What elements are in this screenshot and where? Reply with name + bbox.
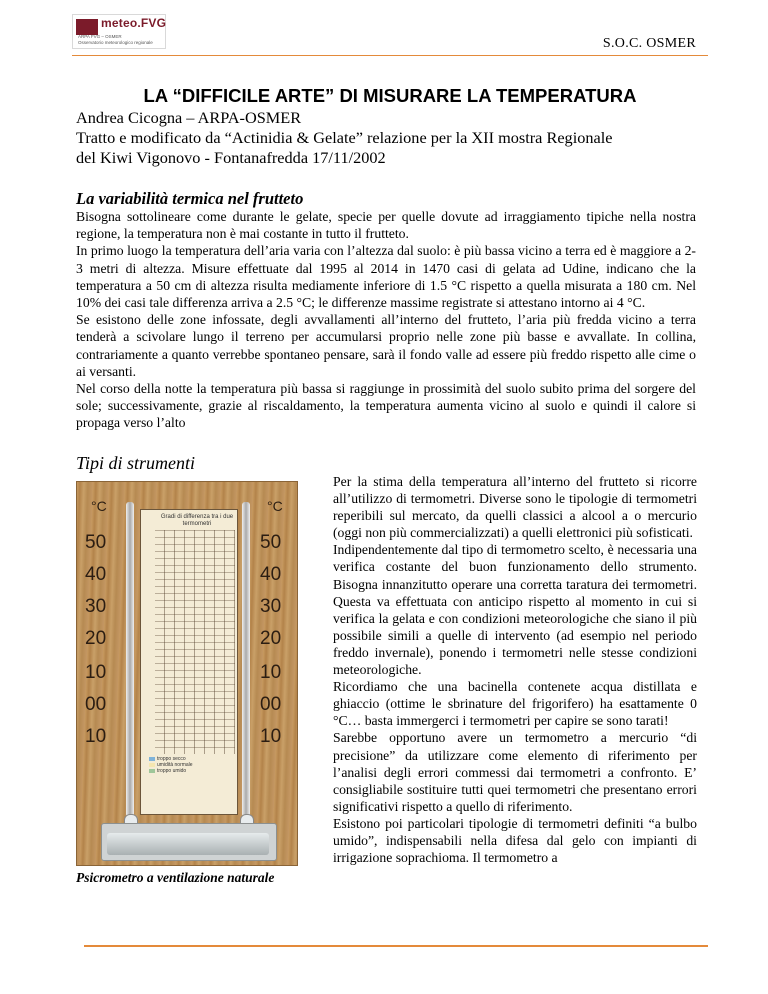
paragraph: Ricordiamo che una bacinella contenete acqua distillata e ghiaccio (ottime le sbrinature del frigorifero) ha esattamente 0 °C… basta immergerci i termometri per capire se sono tarati!: [333, 679, 697, 729]
scale-right-50: 50: [260, 532, 282, 553]
scale-left-40: 40: [85, 564, 107, 585]
humidity-table-legend: [149, 756, 233, 806]
header-divider: [72, 55, 708, 56]
paragraph: Bisogna sottolineare come durante le gelate, specie per quelle dovute ad irraggiamento tipiche nella nostra regione, la temperatura non è mai costante in tutto il frutteto.: [76, 209, 696, 242]
paragraph: Per la stima della temperatura all’interno del frutteto si ricorre all’utilizzo di termometri. Diverse sono le tipologie di termometri reperibili sul mercato, da quelli classici a alcool a o mercurio (oggi non più commercializzati) a quelli elettronici più sofisticati.: [333, 474, 697, 541]
photo-caption: Psicrometro a ventilazione naturale: [76, 870, 275, 885]
author-line: Andrea Cicogna – ARPA-OSMER: [76, 108, 302, 127]
dry-thermometer-tube: [126, 502, 134, 817]
header-org: S.O.C. OSMER: [602, 36, 696, 51]
scale-right-10: 10: [260, 662, 282, 683]
legend-item: [149, 768, 233, 774]
humidity-table: [140, 509, 238, 815]
page-title: LA “DIFFICILE ARTE” DI MISURARE LA TEMPERATURA: [143, 85, 637, 106]
legend-label: troppo secco: [157, 756, 186, 762]
paragraph: Esistono poi particolari tipologie di termometri definiti “a bulbo umido”, indispensabili nella difesa dal gelo con impianti di irrigazione soprachioma. Il termometro a: [333, 815, 697, 866]
section-body-variabilita: [76, 208, 696, 432]
scale-right-minus10: 10: [260, 726, 282, 747]
water-tray-glass: [107, 833, 269, 855]
source-line-2: del Kiwi Vigonovo - Fontanafredda 17/11/2002: [76, 148, 386, 167]
footer-divider: [84, 945, 708, 947]
scale-right-40: 40: [260, 564, 282, 585]
paragraph: In primo luogo la temperatura dell’aria varia con l’altezza dal suolo: è più bassa vicino a terra ed è maggiore a 2-3 metri di altezza. Misure effettuate dal 1995 al 2014 in 1470 casi di gelata ad Udine, indicano che la temperatura a 50 cm di altezza risulta mediamente inferiore di 1.5 °C rispetto a quella misurata a 180 cm. Nel 10% dei casi tale differenza arriva a 2.5 °C; le differenze massime registrate si attestano intorno ai 4 °C.: [76, 243, 696, 311]
logo-brand: meteo.FVG: [101, 16, 167, 30]
legend-swatch: [149, 757, 155, 761]
scale-left-10: 10: [85, 662, 107, 683]
legend-label: troppo umido: [157, 768, 187, 774]
wet-thermometer-tube: [242, 502, 250, 817]
unit-label-left: °C: [91, 498, 107, 514]
humidity-table-grid: [155, 530, 235, 754]
logo-subtitle-1: ARPA FVG – OSMER: [78, 34, 122, 39]
paragraph: Se esistono delle zone infossate, degli avvallamenti all’interno del frutteto, l’aria più fredda vicino a terra tenderà a scivolare lungo il terreno per accumularsi proprio nelle zone più basse e avvallate. In collina, contrariamente a quanto verrebbe spontaneo pensare, sarà il fondo valle ad essere più freddo rispetto alle cime o ai versanti.: [76, 312, 696, 379]
legend-label: umidità normale: [157, 762, 193, 768]
paragraph: Indipendentemente dal tipo di termometro scelto, è necessaria una verifica costante del buon funzionamento dello strumento. Bisogna innanzitutto operare una corretta taratura dei termometri. Questa va effettuata con anticipo rispetto al momento in cui si verifica la gelata e con condizioni meteorologiche che siano il più possibile simili a quelle di intervento (ad esempio nel periodo freddo invernale), ponendo i termometri nelle stesse condizioni meteorologiche.: [333, 542, 697, 678]
logo-subtitle-2: Osservatorio meteorologico regionale: [78, 40, 153, 45]
paragraph: Nel corso della notte la temperatura più bassa si raggiunge in prossimità del suolo subito prima del sorgere del sole; successivamente, grazie al riscaldamento, la temperatura aumenta vicino al suolo e quindi il calore si propaga verso l’alto: [76, 381, 696, 431]
paragraph: Sarebbe opportuno avere un termometro a mercurio “di precisione” da utilizzare come elemento di riferimento per l’analisi degli errori commessi dai termometri a confronto. E’ consigliabile sostituire tutti quei termometri che presentano errori significativi rispetto a quello di riferimento.: [333, 730, 697, 814]
legend-swatch: [149, 763, 155, 767]
psychrometer-photo: [76, 481, 298, 866]
scale-right-20: 20: [260, 628, 282, 649]
section-heading-strumenti: Tipi di strumenti: [76, 453, 196, 473]
section-heading-variabilita: La variabilità termica nel frutteto: [76, 189, 304, 208]
legend-swatch: [149, 769, 155, 773]
scale-left-20: 20: [85, 628, 107, 649]
unit-label-right: °C: [267, 498, 283, 514]
scale-left-30: 30: [85, 596, 107, 617]
section-body-strumenti: [333, 473, 697, 866]
logo-mark: [76, 19, 98, 35]
author-block: [76, 108, 708, 168]
meteo-fvg-logo: [72, 14, 166, 49]
scale-right-30: 30: [260, 596, 282, 617]
scale-left-50: 50: [85, 532, 107, 553]
scale-left-00: 00: [85, 694, 107, 715]
humidity-table-title: Gradi di differenza tra i due termometri: [160, 514, 234, 527]
source-line: Tratto e modificato da “Actinidia & Gelate” relazione per la XII mostra Regionale: [76, 128, 613, 147]
scale-left-minus10: 10: [85, 726, 107, 747]
scale-right-00: 00: [260, 694, 282, 715]
